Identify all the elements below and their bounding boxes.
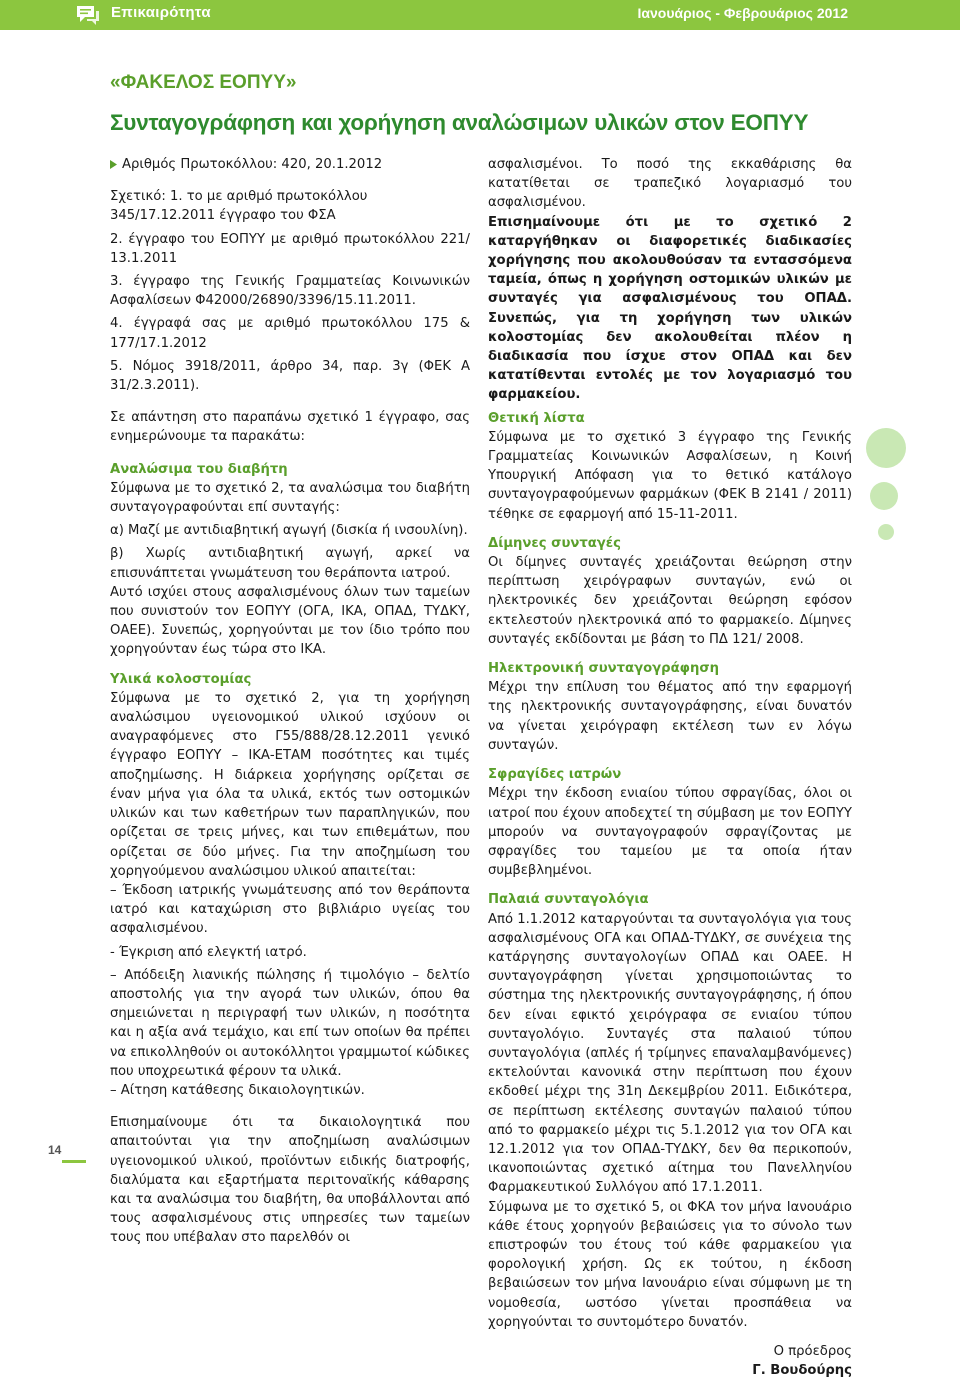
paragraph: Σύμφωνα με το σχετικό 5, οι ΦΚΑ τον μήνα Ιανουάριο κάθε έτους χορηγούν βεβαιώσεις για το σύνολο των επιστροφών του έτους τού κάθε φαρμακείου για φορολογική χρήση. Ως εκ τούτου, η έκδοση βεβαιώσεων τον μήνα Ιανουάριο είναι σύμφωνη με τη νομοθεσία, ωστόσο γίνεται προσπάθεια να χορηγούνται το συντομότερο δυνατόν. — [488, 1199, 852, 1330]
section-label: Επικαιρότητα — [111, 4, 211, 21]
paragraph: Μέχρι την έκδοση ενιαίου τύπου σφραγίδας, όλοι οι ιατροί που έχουν αποδεχτεί τη σύμβαση με τον ΕΟΠΥΥ μπορούν να συνταγογραφούν σφραγίζοντας με σφραγίδες του ταμείου με τα οποία ήταν συμβεβλημένοι. — [488, 786, 852, 879]
reference-4: 4. έγγραφά σας με αριθμό πρωτοκόλλου 175 & 177/17.1.2012 — [110, 316, 470, 351]
page-number: 14 — [48, 1143, 62, 1157]
reference-1: Σχετικό: 1. το με αριθμό πρωτοκόλλου 345/17.12.2011 έγγραφο του ΦΣΑ — [110, 189, 368, 224]
reference-5: 5. Νόμος 3918/2011, άρθρο 34, παρ. 3γ (ΦΕΚ Α 31/2.3.2011). — [110, 358, 470, 394]
right-column — [488, 155, 852, 1380]
paragraph: β) Χωρίς αντιδιαβητική αγωγή, αρκεί να επισυνάπτεται γνωμάτευση του θεράποντα ιατρού. — [110, 546, 470, 581]
list-item: – Έκδοση ιατρικής γνωμάτευσης από τον θεράποντα ιατρό και καταχώριση στο βιβλιάριο υγείας του ασφαλισμένου. — [110, 882, 470, 937]
section-heading: Δίμηνες συνταγές — [488, 535, 621, 551]
folder-tag: «ΦΑΚΕΛΟΣ ΕΟΠΥΥ» — [110, 72, 297, 93]
arrow-bullet-icon — [110, 160, 117, 169]
paragraph: α) Μαζί με αντιδιαβητική αγωγή (δισκία ή ινσουλίνη). — [110, 523, 468, 539]
list-item: - Έγκριση από ελεγκτή ιατρό. — [110, 944, 307, 960]
section-heading: Θετική λίστα — [488, 410, 585, 426]
list-item: – Απόδειξη λιανικής πώλησης ή τιμολόγιο – δελτίο αποστολής για την αγορά των υλικών, όπου θα σημειώνεται η περιγραφή των υλικών, η ποσότητα και η αξία ανά τεμάχιο, και επί των οποίων θα πρέπει να επικολληθούν οι αυτοκόλλητοι γραμμωτοί κώδικες που υποχρεωτικά φέρουν τα υλικά. — [110, 967, 470, 1079]
bold-paragraph: Επισημαίνουμε ότι με το σχετικό 2 καταργήθηκαν οι διαφορετικές διαδικασίες χορήγησης που ακολουθούσαν τα εντασσόμενα ταμεία, όπως η χορήγηση οστομικών υλικών με συνταγές για ασφαλισμένους του ΟΠΑΔ. Συνεπώς, για τη χορήγηση των υλικών κολοστομίας δεν ακολουθείται πλέον η διαδικασία που ίσχυε στον ΟΠΑΔ και δεν κατατίθενται εντολές με τον λογαριασμό του φαρμακείου. — [488, 214, 852, 403]
signoff-role: Ο πρόεδρος — [773, 1343, 852, 1359]
left-column — [110, 155, 470, 1248]
reference-3: 3. έγγραφο της Γενικής Γραμματείας Κοινωνικών Ασφαλίσεων Φ42000/26890/3396/15.11.2011. — [110, 274, 470, 309]
paragraph: ασφαλισμένοι. Το ποσό της εκκαθάρισης θα κατατίθεται σε τραπεζικό λογαριασμό του ασφαλισμένου. — [488, 157, 852, 211]
intro-paragraph: Σε απάντηση στο παραπάνω σχετικό 1 έγγραφο, σας ενημερώνουμε τα παρακάτω: — [110, 410, 470, 445]
section-heading: Σφραγίδες ιατρών — [488, 767, 622, 783]
decorative-circle — [878, 524, 894, 540]
paragraph: Σύμφωνα με το σχετικό 2, τα αναλώσιμα του διαβήτη συνταγογραφούνται επί συνταγής: — [110, 480, 470, 516]
paragraph: Από 1.1.2012 καταργούνται τα συνταγολόγια για τους ασφαλισμένους ΟΓΑ και ΟΠΑΔ-ΤΥΔΚΥ, σε συνέχεια της κατάργησης συνταγολογίων ΟΠΑΔ και ΟΑΕΕ. Η συνταγογράφηση γίνεται χρησιμοποιώντας το σύστημα της ηλεκτρονικής συνταγογράφησης, ή όπου δεν είναι εφικτό χειρόγραφα σε ενιαίου τύπου συνταγολόγιο. Συνταγές στα παλαιού τύπου συνταγολόγια (απλές ή τρίμηνες επαναλαμβανόμενες) εκτελούνται κανονικά στην περίπτωση που έχουν εκδοθεί μέχρι της 31η Δεκεμβρίου 2011. Ειδικότερα, σε περίπτωση εκτέλεσης συνταγών παλαιού τύπου από το φαρμακείο μέχρι τις 5.1.2012 για τον ΟΓΑ και 12.1.2012 για τον ΟΠΑΔ-ΤΥΔΚΥ, δεν θα περικοπούν, ικανοποιώντας σχετικό αίτημα του Πανελληνίου Φαρμακευτικού Συλλόγου από 17.1.2011. — [488, 911, 853, 1196]
paragraph: Σύμφωνα με το σχετικό 3 έγγραφο της Γενικής Γραμματείας Κοινωνικών Ασφαλίσεων, η Κοινή Υπουργική Απόφαση για το θετικό κατάλογο συνταγογραφούμενων φαρμάκων (ΦΕΚ Β 2141 / 2011) τέθηκε σε εφαρμογή από 15-11-2011. — [488, 429, 852, 522]
paragraph: Οι δίμηνες συνταγές χρειάζονται θεώρηση στην περίπτωση χειρόγραφων συνταγών, ενώ οι ηλεκτρονικές δεν χρειάζονται θεώρηση εφόσον εκτελεστούν ηλεκτρονικά από το φαρμακείο. Δίμηνες συνταγές εκδίδονται με βάση το ΠΔ 121/ 2008. — [488, 555, 852, 647]
decorative-circle — [870, 482, 898, 510]
protocol-line — [110, 155, 470, 174]
section-heading: Αναλώσιμα του διαβήτη — [110, 461, 288, 477]
paragraph: Επισημαίνουμε ότι τα δικαιολογητικά που απαιτούνται για την αποζημίωση αναλώσιμων υγειονομικού υλικού, προϊόντων ειδικής διατροφής, διαλύματα και εξαρτήματα περιτοναϊκής κάθαρσης και τα αναλώσιμα του διαβήτη, θα υποβάλλονται από τους ασφαλισμένους στις υπηρεσίες των ταμείων τους που υπέβαλαν στο παρελθόν οι — [110, 1115, 470, 1246]
signoff-name: Γ. Βουδούρης — [752, 1363, 852, 1379]
page-number-bar — [62, 1160, 86, 1163]
reference-2: 2. έγγραφο του ΕΟΠΥΥ με αριθμό πρωτοκόλλου 221/ 13.1.2011 — [110, 231, 470, 266]
decorative-circle — [866, 428, 906, 468]
section-heading: Υλικά κολοστομίας — [110, 671, 252, 687]
list-item: – Αίτηση κατάθεσης δικαιολογητικών. — [110, 1082, 365, 1098]
paragraph: Σύμφωνα με το σχετικό 2, για τη χορήγηση αναλώσιμου υγειονομικού υλικού ισχύουν οι αναγραφόμενες στο Γ55/888/28.12.2011 γενικό έγγραφο ΕΟΠΥΥ – ΙΚΑ-ΕΤΑΜ ποσότητες και τιμές αποζημίωσης. Η διάρκεια χορήγησης ορίζεται σε έναν μήνα για όλα τα υλικά, εκτός των οστομικών υλικών και των καθετήρων των παραπληγικών, που ορίζεται σε τρεις μήνες, και των επιθεμάτων, που ορίζεται σε δύο μήνες. Για την αποζημίωση του χορηγούμενου αναλώσιμου υλικού απαιτείται: — [110, 690, 470, 879]
protocol-text: Αριθμός Πρωτοκόλλου: 420, 20.1.2012 — [122, 157, 383, 172]
header-bar — [0, 0, 960, 30]
paragraph: Μέχρι την επίλυση του θέματος από την εφαρμογή της ηλεκτρονικής συνταγογράφησης, είναι δυνατόν να γίνεται χειρόγραφη εκτέλεση των εν λόγω συνταγών. — [488, 680, 852, 753]
speech-bubble-icon — [74, 4, 100, 26]
paragraph: Αυτό ισχύει στους ασφαλισμένους όλων των ταμείων που συνιστούν τον ΕΟΠΥΥ (ΟΓΑ, ΙΚΑ, ΟΠΑΔ, ΤΥΔΚΥ, ΟΑΕΕ). Συνεπώς, χορηγούνται με τον ίδιο τρόπο που χορηγούνταν έως τώρα στο ΙΚΑ. — [110, 584, 470, 658]
section-heading: Παλαιά συνταγολόγια — [488, 892, 649, 908]
section-heading: Ηλεκτρονική συνταγογράφηση — [488, 661, 720, 677]
issue-date: Ιανουάριος - Φεβρουάριος 2012 — [637, 5, 848, 21]
page-title: Συνταγογράφηση και χορήγηση αναλώσιμων υλικών στον ΕΟΠΥΥ — [110, 110, 809, 135]
